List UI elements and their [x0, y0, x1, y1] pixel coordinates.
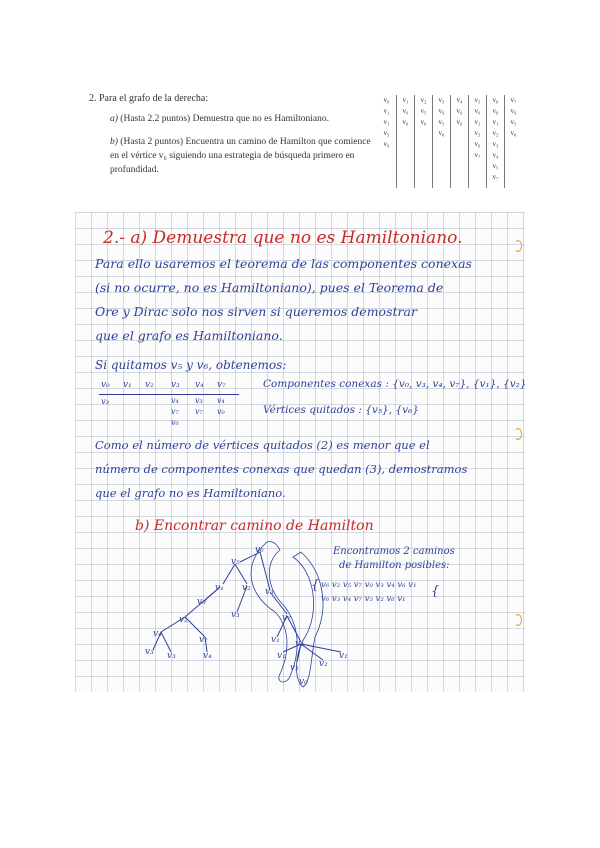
- binder-hole-icon: [514, 240, 522, 252]
- adjacency-cell: v₇: [492, 173, 499, 181]
- adjacency-cell: v₂: [474, 118, 481, 126]
- adjacency-column: [486, 95, 504, 188]
- found-text: de Hamilton posibles:: [339, 560, 450, 571]
- conclusion-line: número de componentes conexas que quedan (3), demostramos: [95, 462, 468, 476]
- adjacency-cell: v₃: [492, 140, 499, 148]
- adjacency-cell: v₇: [510, 96, 517, 104]
- tree-node: v₇: [199, 635, 208, 645]
- adjacency-column: [450, 95, 468, 188]
- adjacency-column: [504, 95, 522, 188]
- tree-node: v₀: [197, 597, 206, 607]
- brace-open: {: [311, 578, 320, 593]
- tree-node: v₁: [339, 651, 348, 661]
- adjacency-cell: v₀: [383, 96, 390, 104]
- tree-node: v₅: [231, 557, 240, 567]
- adjacency-cell: v₅: [474, 96, 481, 104]
- adjacency-cell: v₀: [492, 107, 499, 115]
- hamilton-path-2: v₆ v₃ v₄ v₇ v₅ v₂ v₆ v₁: [321, 594, 406, 604]
- adjacency-cell: v₆: [383, 140, 390, 148]
- tree-edge: [260, 552, 270, 590]
- adjacency-column: [432, 95, 450, 188]
- tree-node: v₄: [203, 651, 212, 661]
- binder-hole-icon: [514, 428, 522, 440]
- adjacency-cell: v₅: [510, 118, 517, 126]
- removed-label: Vértices quitados : {v₅}, {v₆}: [263, 404, 419, 416]
- adjacency-cell: v₁: [402, 96, 409, 104]
- tree-node: v₄: [153, 629, 162, 639]
- adjacency-cell: v₅: [383, 129, 390, 137]
- binder-hole-icon: [514, 614, 522, 626]
- dfs-tree: [75, 212, 525, 692]
- printed-exercise: [0, 0, 600, 200]
- mini-table-cell: v₀: [171, 418, 179, 427]
- tree-node: v₂: [179, 615, 188, 625]
- adjacency-cell: v₄: [456, 96, 463, 104]
- conclusion-line: que el grafo no es Hamiltoniano.: [95, 486, 286, 500]
- heading-part-a: 2.- a) Demuestra que no es Hamiltoniano.: [103, 228, 463, 248]
- hamilton-path-1: v₆ v₂ v₅ v₇ v₀ v₃ v₄ v₆ v₁: [321, 580, 417, 590]
- exercise-part-b: [110, 135, 372, 177]
- adjacency-cell: v₆: [438, 129, 445, 137]
- part-a-label: a): [110, 114, 118, 124]
- mini-table-cell: v₃: [101, 397, 110, 407]
- mini-table-cell: v₃: [171, 380, 180, 390]
- adjacency-cell: v₅: [438, 118, 445, 126]
- adjacency-cell: v₀: [510, 107, 517, 115]
- adjacency-cell: v₆: [456, 118, 463, 126]
- adjacency-cell: v₃: [474, 129, 481, 137]
- adjacency-column: [396, 95, 414, 188]
- adjacency-cell: v₁: [492, 118, 499, 126]
- conclusion-line: Como el número de vértices quitados (2) es menor que el: [95, 438, 430, 452]
- exercise-part-a: [110, 112, 372, 126]
- tree-node: v₃: [231, 610, 240, 620]
- tree-node: v₃: [145, 647, 154, 657]
- adjacency-cell: v₂: [420, 96, 427, 104]
- note-line: (si no ocurre, no es Hamiltoniano), pues el Teorema de: [95, 280, 444, 295]
- adjacency-cell: v₆: [492, 96, 499, 104]
- adjacency-table: [378, 95, 520, 190]
- tree-edge: [235, 564, 247, 584]
- mini-table-cell: v₇: [195, 407, 203, 416]
- note-line: que el grafo es Hamiltoniano.: [95, 328, 283, 343]
- handwritten-notes: [75, 212, 525, 692]
- note-line: Ore y Dirac solo nos sirven si queremos demostrar: [95, 304, 417, 319]
- adjacency-column: [378, 95, 395, 188]
- mini-table-cell: v₇: [217, 380, 226, 390]
- tree-node: v₁: [215, 583, 224, 593]
- tree-edge: [223, 564, 235, 584]
- tree-node: v₁: [271, 635, 280, 645]
- mini-table-cell: v₁: [123, 380, 132, 390]
- mini-table-cell: v₃: [195, 396, 203, 405]
- adjacency-cell: v₃: [383, 118, 390, 126]
- mini-table-cell: v₇: [171, 407, 179, 416]
- adjacency-cell: v₂: [492, 129, 499, 137]
- tree-edges: [153, 552, 341, 662]
- tree-node: v₇: [282, 613, 291, 623]
- exercise-intro: 2. Para el grafo de la derecha:: [89, 93, 209, 104]
- tree-node: v₂: [290, 663, 299, 673]
- adjacency-cell: v₀: [456, 107, 463, 115]
- adjacency-cell: v₆: [510, 129, 517, 137]
- dfs-trace-path: [251, 542, 297, 682]
- mini-table-cell: v₄: [171, 396, 179, 405]
- adjacency-cell: v₀: [438, 107, 445, 115]
- tree-node: v₂: [242, 583, 251, 593]
- adjacency-cell: v₆: [420, 118, 427, 126]
- adjacency-cell: v₆: [474, 140, 481, 148]
- found-text: Encontramos 2 caminos: [333, 546, 455, 557]
- part-a-text: (Hasta 2.2 puntos) Demuestra que no es Hamiltoniano.: [120, 114, 329, 124]
- heading-part-b: b) Encontrar camino de Hamilton: [135, 518, 374, 534]
- adjacency-cell: v₃: [438, 96, 445, 104]
- tree-node: v₆: [255, 545, 264, 555]
- adjacency-cell: v₆: [402, 118, 409, 126]
- adjacency-cell: v₇: [474, 151, 481, 159]
- mini-table-cell: v₄: [217, 396, 225, 405]
- note-line: Si quitamos v₅ y v₆, obtenemos:: [95, 358, 287, 372]
- part-b-label: b): [110, 137, 118, 147]
- tree-node: v₃: [167, 651, 176, 661]
- mini-table-cell: v₄: [195, 380, 204, 390]
- part-b-text: (Hasta 2 puntos) Encuentra un camino de Hamilton que comience en el vértice v₆ siguiendo una estrategia de búsqueda primero en profundidad.: [110, 137, 371, 175]
- tree-node: v₀: [299, 677, 308, 687]
- adjacency-cell: v₀: [402, 107, 409, 115]
- tree-node: v₂: [295, 639, 304, 649]
- tree-edge: [161, 632, 171, 652]
- mini-table-cell: v₀: [217, 407, 225, 416]
- adjacency-cell: v₀: [474, 107, 481, 115]
- tree-node: v₂: [319, 659, 328, 669]
- components-label: Componentes conexas : {v₀, v₃, v₄, v₇}, {v₁}, {v₂}: [263, 378, 527, 390]
- adjacency-cell: v₄: [492, 151, 499, 159]
- tree-node: v₁: [277, 651, 286, 661]
- adjacency-cell: v₁: [383, 107, 390, 115]
- tree-edge: [185, 617, 205, 637]
- tree-node: v₃: [265, 587, 274, 597]
- adjacency-column: [414, 95, 432, 188]
- adjacency-cell: v₅: [492, 162, 499, 170]
- mini-table-cell: v₀: [101, 380, 110, 390]
- brace-close: {: [431, 584, 440, 599]
- adjacency-cell: v₅: [420, 107, 427, 115]
- note-line: Para ello usaremos el teorema de las componentes conexas: [95, 256, 472, 271]
- adjacency-column: [468, 95, 486, 188]
- mini-table-cell: v₂: [145, 380, 154, 390]
